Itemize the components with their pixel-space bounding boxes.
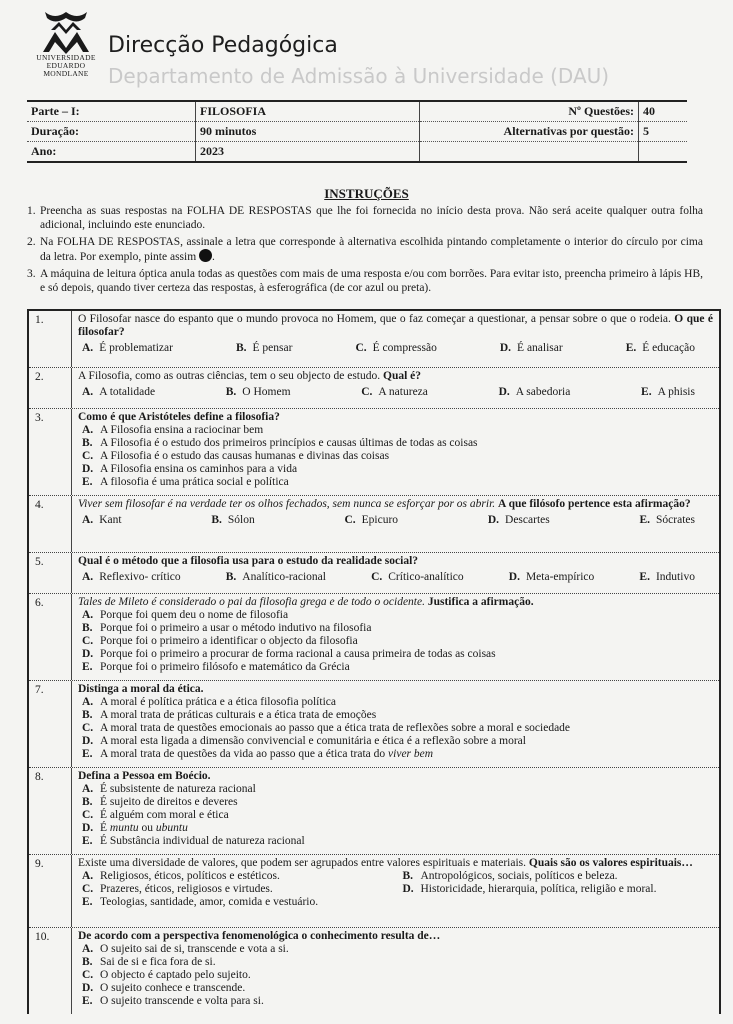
option-e: E. Indutivo [639,571,695,583]
question-prompt: Como é que Aristóteles define a filosofia? [78,411,280,423]
empty-cell [420,142,639,163]
option-c: C. É alguém com moral e ética [82,809,229,821]
question-prompt: O que é filosofar? [78,313,713,338]
question-prompt: Qual é? [383,370,422,382]
option-d: D. O sujeito conhece e transcende. [82,982,246,994]
question-number: 1. [29,311,72,367]
option-d: D. A sabedoria [498,386,571,398]
question-4 [29,496,719,553]
question-6 [29,594,719,681]
question-9 [29,855,719,928]
parte-label: Parte – I: [27,101,196,122]
page-subtitle: Departamento de Admissão à Universidade (DAU) [108,64,610,88]
alternativas-value: 5 [639,122,688,142]
instruction-text-end: . [212,251,215,263]
uem-crest-icon [37,8,95,54]
instruction-item [27,267,703,295]
option-c: C. Crítico-analítico [371,571,464,583]
question-quote: Viver sem filosofar é na verdade ter os olhos fechados, sem nunca se esforçar por os abrir. [78,498,496,510]
option-a: A. Porque foi quem deu o nome de filosofia [82,609,289,621]
question-number: 3. [29,409,72,495]
option-b: B. Sólon [211,514,255,526]
alternativas-label: Alternativas por questão: [420,122,639,142]
option-b: B. A moral trata de práticas culturais e a ética trata de emoções [82,709,377,721]
option-a: A. A Filosofia ensina a raciocinar bem [82,424,264,436]
logo-line-1: UNIVERSIDADE [36,53,96,62]
questoes-value: 40 [639,101,688,122]
university-logo [30,8,102,78]
question-prompt: De acordo com a perspectiva fenomenológica o conhecimento resulta de… [78,930,441,942]
option-c: C. É compressão [355,342,437,354]
ano-value: 2023 [196,142,420,163]
question-prompt: Distinga a moral da ética. [78,683,204,695]
question-8 [29,768,719,855]
option-d: D. É analisar [499,342,563,354]
instruction-text: A máquina de leitura óptica anula todas as questões com mais de uma resposta e/ou com borrões. Para evitar isto, preencha primeiro à lápis HB, e só depois, quando tiver certeza das respostas, à esferográfica (de cor azul ou preta). [40,268,703,294]
question-7 [29,681,719,768]
question-number: 9. [29,855,72,927]
option-a: A. É problematizar [82,342,173,354]
option-a: A. Reflexivo- crítico [82,571,181,583]
option-b: B. Porque foi o primeiro a usar o método indutivo na filosofia [82,622,372,634]
logo-line-2: EDUARDO [46,61,86,70]
option-e: E. Teologias, santidade, amor, comida e vestuário. [82,896,319,908]
question-number: 4. [29,496,72,552]
exam-info-table [27,100,687,163]
option-a: A. O sujeito sai de si, transcende e vota a si. [82,943,289,955]
question-5 [29,553,719,594]
option-c: C. Epicuro [344,514,399,526]
option-c: C. A Filosofia é o estudo das causas humanas e divinas das coisas [82,450,390,462]
ano-label: Ano: [27,142,196,163]
duracao-value: 90 minutos [196,122,420,142]
option-b: B. Sai de si e fica fora de si. [82,956,216,968]
option-e: E. Sócrates [639,514,695,526]
option-d: D. Meta-empírico [508,571,595,583]
option-c: C. A moral trata de questões emocionais ao passo que a ética trata de reflexões sobre a moral e sociedade [82,722,571,734]
parte-value: FILOSOFIA [196,101,420,122]
option-d: D. Porque foi o primeiro a procurar de forma racional a causa primeira de todas as coisas [82,648,496,660]
option-e: E. O sujeito transcende e volta para si. [82,995,264,1007]
option-c: C. Porque foi o primeiro a identificar o objecto da filosofia [82,635,358,647]
option-e: E. A moral trata de questões da vida ao passo que a ética trata do viver bem [82,748,434,760]
option-d: D. A Filosofia ensina os caminhos para a vida [82,463,298,475]
question-number: 10. [29,928,72,1014]
option-d: D. Historicidade, hierarquia, política, religião e moral. [402,883,657,895]
questoes-label: Nº Questões: [420,101,639,122]
instruction-number: 2. [27,236,36,248]
question-stem: Existe uma diversidade de valores, que podem ser agrupados entre valores espirituais e materiais. [78,857,527,869]
question-2 [29,368,719,409]
option-e: E. A filosofia é uma prática social e política [82,476,289,488]
question-number: 2. [29,368,72,408]
option-d: D. A moral esta ligada a dimensão convivencial e comunitária e ética é a reflexão sobre a moral [82,735,526,747]
question-10 [29,928,719,1014]
option-e: E. Porque foi o primeiro filósofo e matemático da Grécia [82,661,350,673]
question-prompt: Quais são os valores espirituais… [528,857,693,869]
option-a: A. É subsistente de natureza racional [82,783,256,795]
option-b: B. É pensar [235,342,293,354]
question-prompt: Justifica a afirmação. [427,596,534,608]
logo-line-3: MONDLANE [43,69,89,78]
questions-table [27,309,721,1014]
instruction-number: 1. [27,205,36,217]
instructions-list [27,204,703,298]
option-b: B. O Homem [225,386,291,398]
empty-cell [639,142,688,163]
option-b: B. A Filosofia é o estudo dos primeiros princípios e causas últimas de todas as coisas [82,437,478,449]
question-stem: A Filosofia, como as outras ciências, tem o seu objecto de estudo. [78,370,381,382]
instruction-text: Preencha as suas respostas na FOLHA DE RESPOSTAS que lhe foi fornecida no início desta prova. Não será aceite qualquer outra folha adicional, incluindo este enunciado. [40,205,703,231]
option-c: C. O objecto é captado pelo sujeito. [82,969,251,981]
option-b: B. Antropológicos, sociais, políticos e beleza. [402,870,618,882]
option-b: B. Analítico-racional [225,571,326,583]
instruction-number: 3. [27,268,36,280]
question-prompt: A que filósofo pertence esta afirmação? [498,498,691,510]
question-prompt: Qual é o método que a filosofia usa para o estudo da realidade social? [78,555,419,567]
option-c: C. Prazeres, éticos, religiosos e virtudes. [82,883,273,895]
question-stem: O Filosofar nasce do espanto que o mundo provoca no Homem, que o faz começar a questionar, a pensar sobre o que o rodeia. [78,313,671,325]
option-a: A. Religiosos, éticos, políticos e estéticos. [82,870,280,882]
option-e: E. A phisis [641,386,695,398]
option-d: D. É muntu ou ubuntu [82,822,188,834]
page-title: Direcção Pedagógica [108,33,338,58]
question-number: 5. [29,553,72,593]
duracao-label: Duração: [27,122,196,142]
filled-circle-icon [199,249,212,262]
question-quote: Tales de Mileto é considerado o pai da filosofia grega e de todo o ocidente. [78,596,425,608]
question-1 [29,311,719,368]
question-prompt: Defina a Pessoa em Boécio. [78,770,211,782]
instruction-item [27,235,703,264]
question-number: 6. [29,594,72,680]
instructions-title: INSTRUÇÕES [324,186,409,201]
question-number: 8. [29,768,72,854]
option-b: B. É sujeito de direitos e deveres [82,796,238,808]
option-e: E. É Substância individual de natureza racional [82,835,305,847]
option-d: D. Descartes [487,514,550,526]
question-3 [29,409,719,496]
instruction-text: Na FOLHA DE RESPOSTAS, assinale a letra que corresponde à alternativa escolhida pintando completamente o interior do círculo por cima da letra. Por exemplo, pinte assim [40,236,703,263]
option-a: A. A totalidade [82,386,156,398]
option-c: C. A natureza [361,386,428,398]
question-number: 7. [29,681,72,767]
option-e: E. É educação [625,342,695,354]
option-a: A. A moral é política prática e a ética filosofia política [82,696,336,708]
option-a: A. Kant [82,514,122,526]
instruction-item [27,204,703,232]
